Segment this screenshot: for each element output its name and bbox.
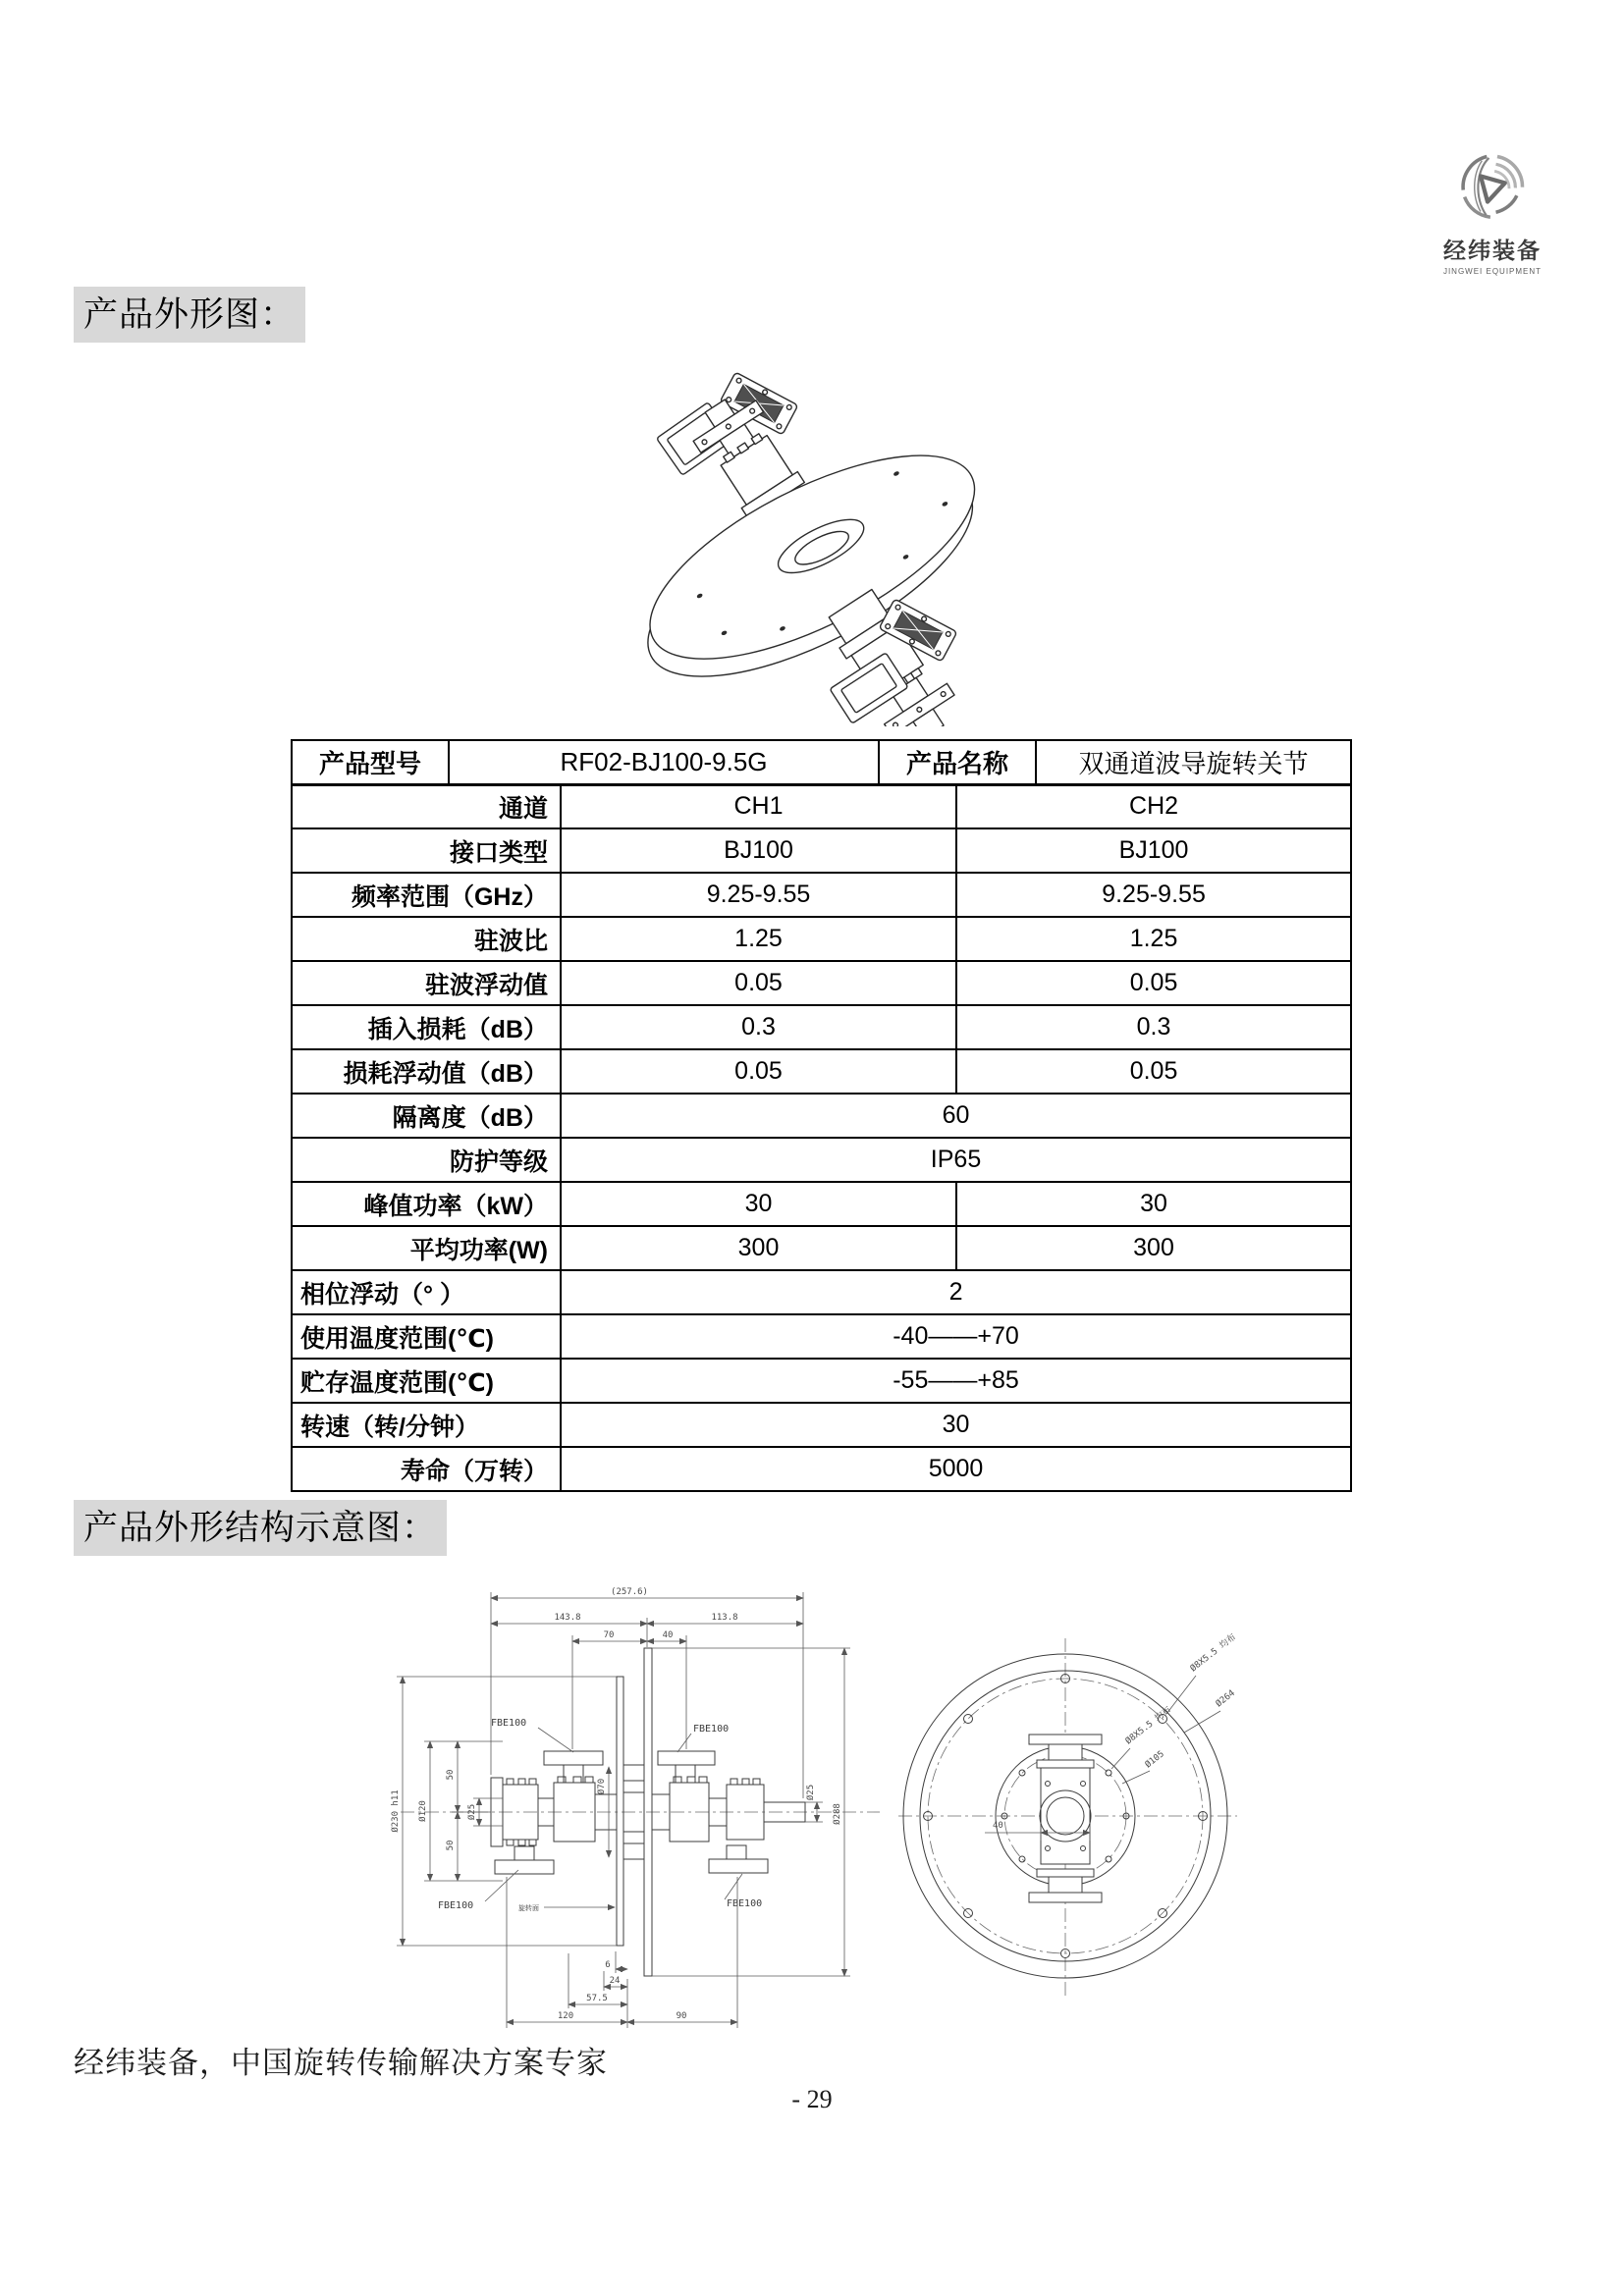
table-row-vswr bbox=[292, 917, 1351, 961]
spec-value-ch2: 0.05 bbox=[956, 961, 1351, 1005]
spec-label: 贮存温度范围(℃) bbox=[292, 1359, 561, 1403]
dim-dia120: Ø120 bbox=[418, 1800, 428, 1822]
spec-value-ch2: 1.25 bbox=[956, 917, 1351, 961]
company-logo bbox=[1435, 147, 1549, 276]
product-isometric-drawing bbox=[604, 348, 1026, 726]
spec-label: 驻波比 bbox=[292, 917, 561, 961]
globe-swirl-logo-icon bbox=[1454, 147, 1531, 226]
spec-label: 接口类型 bbox=[292, 828, 561, 873]
flange-label-top-right: FBE100 bbox=[693, 1724, 730, 1735]
spec-value-ch2: 0.3 bbox=[956, 1005, 1351, 1049]
table-row-average-power bbox=[292, 1226, 1351, 1270]
front-view-drawing bbox=[898, 1625, 1291, 2012]
spec-label: 驻波浮动值 bbox=[292, 961, 561, 1005]
table-row-frequency bbox=[292, 873, 1351, 917]
table-row-channel bbox=[292, 784, 1351, 828]
spec-label: 插入损耗（dB） bbox=[292, 1005, 561, 1049]
table-row-insertion-loss bbox=[292, 1005, 1351, 1049]
product-name-value: 双通道波导旋转关节 bbox=[1036, 740, 1351, 784]
dim-dia105: Ø105 bbox=[1143, 1749, 1166, 1771]
dim-dia288: Ø288 bbox=[833, 1803, 842, 1825]
flange-label-bottom-left: FBE100 bbox=[438, 1900, 474, 1911]
product-name-label: 产品名称 bbox=[879, 740, 1036, 784]
table-row-vswr-ripple bbox=[292, 961, 1351, 1005]
dim-dia25-left: Ø25 bbox=[467, 1803, 477, 1821]
spec-value-ch2: 30 bbox=[956, 1182, 1351, 1226]
table-row-phase-ripple bbox=[292, 1270, 1351, 1314]
table-row-peak-power bbox=[292, 1182, 1351, 1226]
dim-dia70: Ø70 bbox=[597, 1778, 607, 1795]
spec-label: 转速（转/分钟） bbox=[292, 1403, 561, 1447]
section-heading-outline: 产品外形图： bbox=[74, 287, 305, 343]
footer-slogan: 经纬装备，中国旋转传输解决方案专家 bbox=[74, 2046, 608, 2080]
dim-inner-bolt-holes: Ø8X5.5 均布 bbox=[1123, 1705, 1173, 1747]
table-row-interface bbox=[292, 828, 1351, 873]
rotating-face-label: 旋转面 bbox=[518, 1904, 539, 1912]
spec-value-merged: -40——+70 bbox=[561, 1314, 1351, 1359]
dim-dia264: Ø264 bbox=[1214, 1688, 1237, 1710]
table-row-lifetime bbox=[292, 1447, 1351, 1491]
spec-label: 相位浮动（° ） bbox=[292, 1270, 561, 1314]
spec-value-merged: -55——+85 bbox=[561, 1359, 1351, 1403]
dim-70: 70 bbox=[603, 1630, 615, 1640]
spec-value-ch1: 0.05 bbox=[561, 961, 956, 1005]
table-row-ip-rating bbox=[292, 1138, 1351, 1182]
spec-value-ch1: CH1 bbox=[561, 784, 956, 828]
dim-90: 90 bbox=[676, 2011, 687, 2021]
dim-6: 6 bbox=[605, 1960, 611, 1970]
table-row-loss-ripple bbox=[292, 1049, 1351, 1094]
flange-label-top-left: FBE100 bbox=[491, 1718, 527, 1729]
spec-value-ch1: 9.25-9.55 bbox=[561, 873, 956, 917]
spec-label: 频率范围（GHz） bbox=[292, 873, 561, 917]
dim-120: 120 bbox=[557, 2011, 574, 2021]
spec-value-merged: 5000 bbox=[561, 1447, 1351, 1491]
dim-right-length: 113.8 bbox=[711, 1613, 738, 1623]
dim-dia25-right: Ø25 bbox=[806, 1784, 816, 1801]
table-row-storage-temp bbox=[292, 1359, 1351, 1403]
spec-value-ch2: 9.25-9.55 bbox=[956, 873, 1351, 917]
spec-label: 峰值功率（kW） bbox=[292, 1182, 561, 1226]
dim-24: 24 bbox=[609, 1976, 621, 1986]
section-heading-structure: 产品外形结构示意图： bbox=[74, 1500, 447, 1556]
table-row-isolation bbox=[292, 1094, 1351, 1138]
spec-label: 使用温度范围(℃) bbox=[292, 1314, 561, 1359]
dim-body-40: 40 bbox=[993, 1821, 1003, 1831]
spec-value-ch2: 300 bbox=[956, 1226, 1351, 1270]
spec-value-merged: 2 bbox=[561, 1270, 1351, 1314]
page-number: - 29 bbox=[791, 2085, 833, 2113]
model-value: RF02-BJ100-9.5G bbox=[449, 740, 879, 784]
dim-overall: (257.6) bbox=[611, 1587, 648, 1597]
spec-value-ch2: CH2 bbox=[956, 784, 1351, 828]
dim-left-length: 143.8 bbox=[554, 1613, 581, 1623]
dim-50-top: 50 bbox=[446, 1769, 456, 1781]
dim-50-bottom: 50 bbox=[446, 1840, 456, 1851]
model-label: 产品型号 bbox=[292, 740, 449, 784]
dim-outer-bolt-holes: Ø8X5.5 均布 bbox=[1188, 1632, 1238, 1675]
spec-value-ch1: 1.25 bbox=[561, 917, 956, 961]
logo-company-name-cn: 经纬装备 bbox=[1443, 238, 1542, 263]
spec-table bbox=[291, 739, 1352, 1492]
table-row-operating-temp bbox=[292, 1314, 1351, 1359]
spec-value-ch2: BJ100 bbox=[956, 828, 1351, 873]
spec-value-ch1: 30 bbox=[561, 1182, 956, 1226]
spec-label: 损耗浮动值（dB） bbox=[292, 1049, 561, 1094]
spec-value-ch1: 0.3 bbox=[561, 1005, 956, 1049]
spec-label: 防护等级 bbox=[292, 1138, 561, 1182]
spec-value-ch1: BJ100 bbox=[561, 828, 956, 873]
flange-label-bottom-right: FBE100 bbox=[727, 1898, 763, 1909]
table-row-header bbox=[292, 740, 1351, 784]
spec-value-merged: 60 bbox=[561, 1094, 1351, 1138]
spec-value-ch1: 300 bbox=[561, 1226, 956, 1270]
spec-value-ch2: 0.05 bbox=[956, 1049, 1351, 1094]
spec-label: 隔离度（dB） bbox=[292, 1094, 561, 1138]
spec-label: 通道 bbox=[292, 784, 561, 828]
dim-57-5: 57.5 bbox=[586, 1994, 608, 2003]
dim-40: 40 bbox=[662, 1630, 674, 1640]
side-view-drawing bbox=[381, 1578, 896, 2045]
table-row-speed bbox=[292, 1403, 1351, 1447]
dim-dia230: Ø230 h11 bbox=[391, 1789, 401, 1833]
spec-label: 平均功率(W) bbox=[292, 1226, 561, 1270]
spec-label: 寿命（万转） bbox=[292, 1447, 561, 1491]
spec-value-merged: 30 bbox=[561, 1403, 1351, 1447]
logo-company-name-en: JINGWEI EQUIPMENT bbox=[1442, 267, 1543, 276]
spec-value-merged: IP65 bbox=[561, 1138, 1351, 1182]
spec-value-ch1: 0.05 bbox=[561, 1049, 956, 1094]
